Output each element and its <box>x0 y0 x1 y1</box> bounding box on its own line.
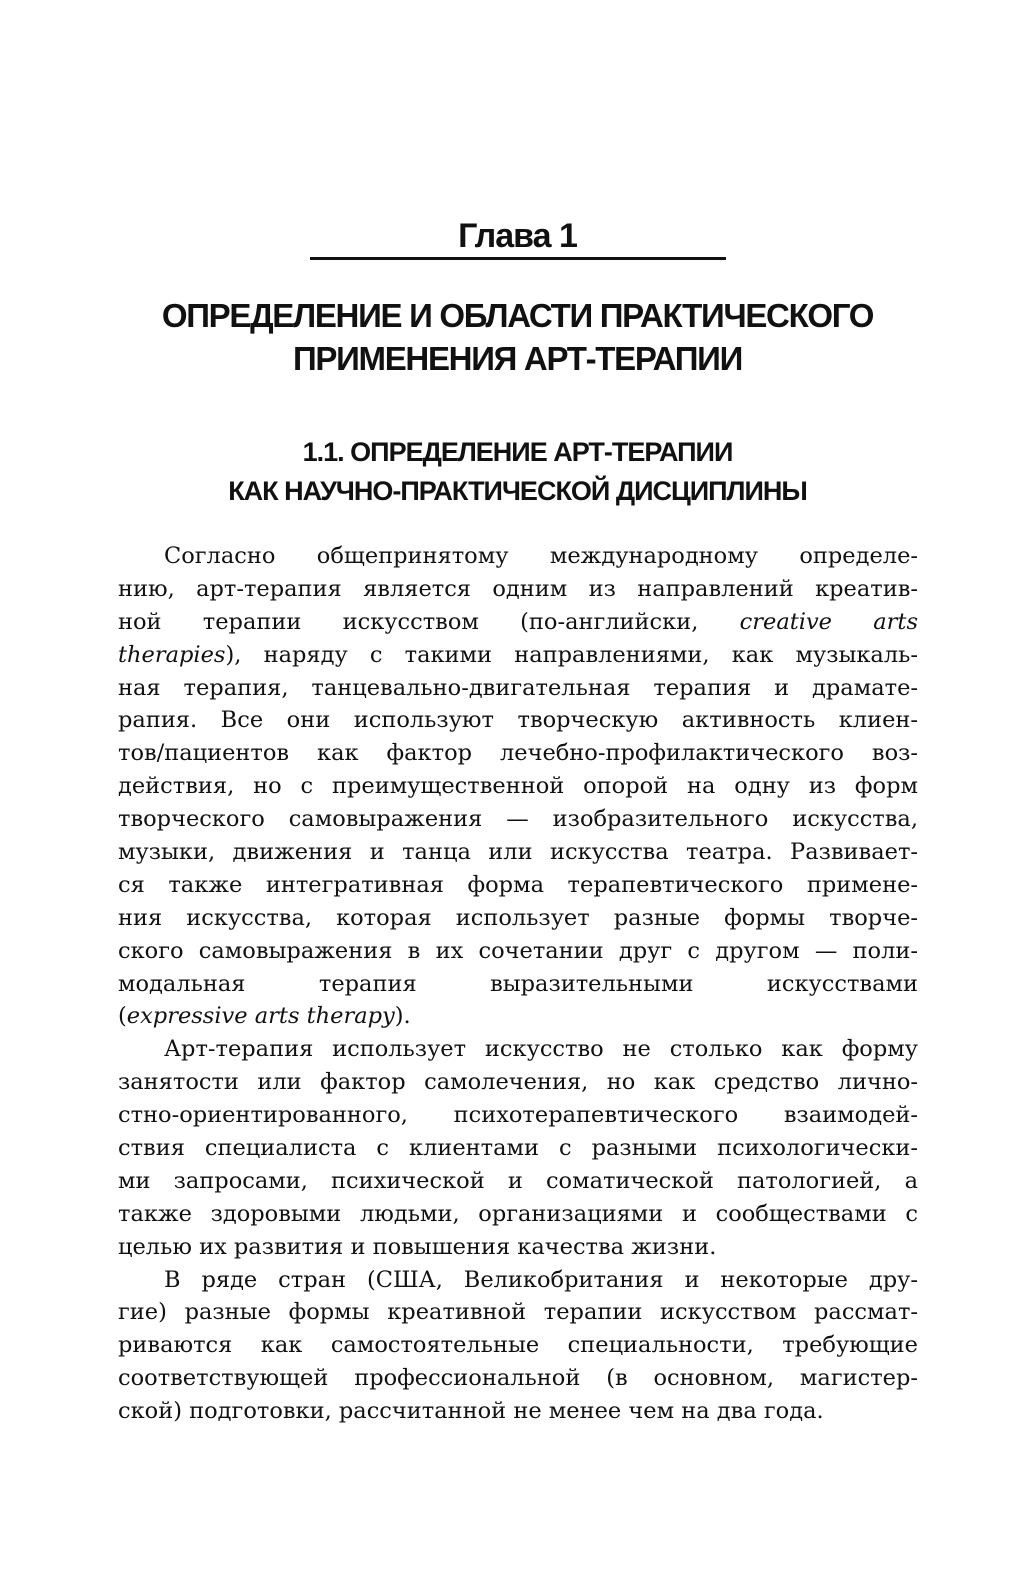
text-run: модальная терапия выразительными искусствами <box>118 970 918 997</box>
text-line <box>118 1362 918 1395</box>
text-run: ( <box>118 1003 127 1030</box>
text-run: ми запросами, психической и соматической патологией, а <box>118 1167 918 1194</box>
section-title <box>110 433 925 511</box>
text-run: ), наряду с такими направлениями, как музыкаль- <box>225 641 918 668</box>
text-line <box>118 803 918 836</box>
body-text <box>118 540 918 1428</box>
text-line <box>118 1000 918 1033</box>
chapter-title-line: ОПРЕДЕЛЕНИЕ И ОБЛАСТИ ПРАКТИЧЕСКОГО <box>161 297 874 334</box>
text-run: ная терапия, танцевально-двигательная терапия и драмате- <box>118 674 918 701</box>
text-run: ной терапии искусством (по-английски, <box>118 608 740 635</box>
italic-term: expressive arts therapy <box>126 1003 395 1030</box>
text-run: тов/пациентов как фактор лечебно-профилактического воз- <box>118 740 918 767</box>
text-line <box>118 1231 918 1264</box>
text-line <box>118 1033 918 1066</box>
text-line <box>118 1264 918 1297</box>
section-title-line: КАК НАУЧНО-ПРАКТИЧЕСКОЙ ДИСЦИПЛИНЫ <box>228 476 807 506</box>
section-title-line: 1.1. ОПРЕДЕЛЕНИЕ АРТ-ТЕРАПИИ <box>302 437 733 467</box>
text-line <box>118 606 918 639</box>
text-run: ствия специалиста с клиентами с разными психологически- <box>118 1135 918 1162</box>
text-line <box>118 1198 918 1231</box>
chapter-title-line: ПРИМЕНЕНИЯ АРТ-ТЕРАПИИ <box>292 340 742 377</box>
text-line <box>118 770 918 803</box>
text-run: риваются как самостоятельные специальности, требующие <box>118 1332 918 1359</box>
text-line <box>118 1132 918 1165</box>
text-run: целью их развития и повышения качества жизни. <box>118 1233 717 1260</box>
text-run: действия, но с преимущественной опорой на одну из форм <box>118 773 918 800</box>
text-run: творческого самовыражения — изобразительного искусства, <box>118 806 918 833</box>
text-run: ся также интегративная форма терапевтического примене- <box>118 871 918 898</box>
text-line <box>118 902 918 935</box>
text-line <box>118 540 918 573</box>
text-run: Согласно общепринятому международному определе- <box>164 543 918 569</box>
text-run: музыки, движения и танца или искусства театра. Развивает- <box>118 839 918 866</box>
text-line <box>118 1296 918 1329</box>
text-line <box>118 935 918 968</box>
text-run: соответствующей профессиональной (в основном, магистер- <box>118 1365 918 1392</box>
text-run: ского самовыражения в их сочетании друг с другом — поли- <box>118 937 918 964</box>
paragraph <box>118 540 918 1033</box>
text-line <box>118 968 918 1001</box>
paragraph <box>118 1264 918 1428</box>
chapter-underline <box>310 257 726 260</box>
text-run: занятости или фактор самолечения, но как средство лично- <box>118 1069 918 1096</box>
text-run: ). <box>394 1003 411 1030</box>
text-run: ния искусства, которая использует разные формы творче- <box>118 904 918 931</box>
text-line <box>118 704 918 737</box>
text-run: рапия. Все они используют творческую активность клиен- <box>118 707 918 734</box>
paragraph <box>118 1033 918 1263</box>
text-run: гие) разные формы креативной терапии искусством рассмат- <box>118 1299 918 1326</box>
italic-term: creative arts <box>739 608 918 635</box>
text-run: стно-ориентированного, психотерапевтического взаимодей- <box>118 1102 918 1129</box>
text-run: ской) подготовки, рассчитанной не менее чем на два года. <box>118 1398 824 1425</box>
text-line <box>118 1066 918 1099</box>
text-run: нию, арт-терапия является одним из направлений креатив- <box>118 575 918 602</box>
text-run: В ряде стран (США, Великобритания и некоторые дру- <box>164 1266 918 1293</box>
text-run: Арт-терапия использует искусство не столько как форму <box>164 1036 918 1063</box>
text-line <box>118 737 918 770</box>
text-line <box>118 672 918 705</box>
text-line <box>118 836 918 869</box>
text-line <box>118 869 918 902</box>
italic-term: therapies <box>118 641 226 668</box>
text-line <box>118 639 918 672</box>
text-line <box>118 1099 918 1132</box>
text-line <box>118 1329 918 1362</box>
text-line <box>118 1165 918 1198</box>
chapter-title <box>110 294 925 380</box>
text-line <box>118 573 918 606</box>
text-line <box>118 1395 918 1428</box>
text-run: также здоровыми людьми, организациями и сообществами с <box>118 1200 918 1227</box>
chapter-label: Глава 1 <box>458 217 577 255</box>
